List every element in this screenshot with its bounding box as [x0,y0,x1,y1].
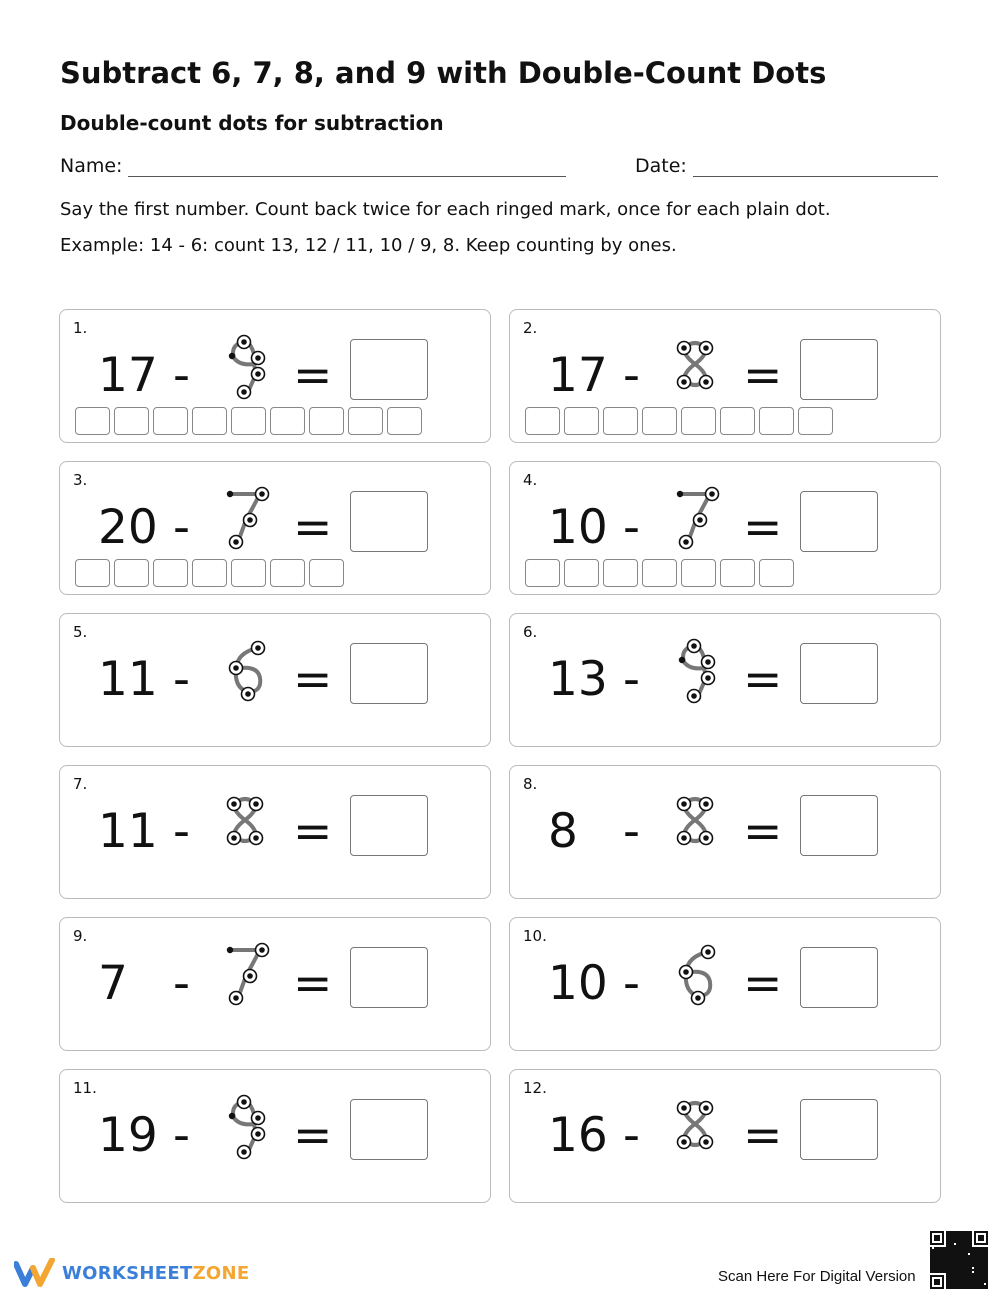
ringed-dot-center [681,801,687,807]
minus-sign: - [173,500,190,555]
equals-sign: = [743,652,783,707]
answer-box[interactable] [350,491,428,552]
count-box[interactable] [114,407,149,435]
count-box[interactable] [114,559,149,587]
answer-box[interactable] [800,339,878,400]
count-box[interactable] [681,407,716,435]
ringed-dot-center [695,995,701,1001]
plain-dot [679,657,685,663]
count-box[interactable] [192,407,227,435]
ringed-dot-center [241,389,247,395]
ringed-dot-center [709,491,715,497]
touchpoint-digit-6 [670,942,720,1006]
problem-number: 11. [73,1079,97,1097]
count-box[interactable] [75,559,110,587]
ringed-dot-center [241,1099,247,1105]
problem-number: 8. [523,775,538,793]
ringed-dot-center [255,371,261,377]
count-box[interactable] [231,407,266,435]
ringed-dot-center [241,339,247,345]
digit-stroke [233,342,256,392]
minus-sign: - [623,1108,640,1163]
date-field [635,154,938,177]
equals-sign: = [743,1108,783,1163]
minuend: 20 [98,500,158,555]
ringed-dot-center [691,643,697,649]
minus-sign: - [173,348,190,403]
minuend: 17 [548,348,608,403]
count-box[interactable] [642,559,677,587]
problem-number: 3. [73,471,88,489]
count-box[interactable] [387,407,422,435]
touchpoint-digit-8 [670,1094,720,1158]
ringed-dot-center [253,801,259,807]
count-box[interactable] [270,407,305,435]
problem-card [509,461,941,595]
equals-sign: = [743,500,783,555]
minus-sign: - [623,652,640,707]
ringed-dot-center [681,1139,687,1145]
ringed-dot-center [233,665,239,671]
count-box[interactable] [153,559,188,587]
digit-stroke [683,646,706,696]
ringed-dot-center [231,835,237,841]
digit-stroke [233,1102,256,1152]
brand-name: WORKSHEETZONE [62,1262,250,1284]
count-box[interactable] [720,407,755,435]
touchpoint-digit-9 [670,638,720,702]
count-box[interactable] [681,559,716,587]
equals-sign: = [293,348,333,403]
date-line[interactable] [693,154,938,177]
ringed-dot-center [683,969,689,975]
minuend: 8 [548,804,578,859]
answer-box[interactable] [800,795,878,856]
date-label: Date: [635,155,687,177]
equals-sign: = [743,804,783,859]
ringed-dot-center [241,1149,247,1155]
touchpoint-digit-8 [220,790,270,854]
count-box[interactable] [192,559,227,587]
minuend: 7 [98,956,128,1011]
problem-card [59,917,491,1051]
count-back-boxes [525,407,833,435]
ringed-dot-center [705,949,711,955]
problem-card [509,613,941,747]
ringed-dot-center [705,675,711,681]
ringed-dot-center [681,345,687,351]
minuend: 11 [98,652,158,707]
ringed-dot-center [681,835,687,841]
minuend: 13 [548,652,608,707]
count-back-boxes [75,407,422,435]
count-box[interactable] [759,559,794,587]
count-box[interactable] [525,407,560,435]
count-box[interactable] [75,407,110,435]
ringed-dot-center [703,801,709,807]
count-box[interactable] [564,407,599,435]
worksheet-subtitle: Double-count dots for subtraction [60,111,444,135]
ringed-dot-center [255,1131,261,1137]
problem-card [509,309,941,443]
answer-box[interactable] [350,947,428,1008]
minuend: 19 [98,1108,158,1163]
count-box[interactable] [642,407,677,435]
count-box[interactable] [603,559,638,587]
minus-sign: - [623,348,640,403]
ringed-dot-center [703,1139,709,1145]
ringed-dot-center [705,659,711,665]
instruction-text: Say the first number. Count back twice for each ringed mark, once for each plain dot. [60,199,831,220]
problem-number: 9. [73,927,88,945]
equals-sign: = [293,652,333,707]
touchpoint-digit-7 [670,486,720,550]
count-back-boxes [525,559,794,587]
minus-sign: - [173,956,190,1011]
worksheetzone-logo-icon [14,1258,56,1288]
answer-box[interactable] [800,491,878,552]
ringed-dot-center [233,995,239,1001]
problem-card [509,765,941,899]
plain-dot [229,353,235,359]
qr-code-icon[interactable] [930,1231,988,1289]
plain-dot [227,947,233,953]
worksheet-title: Subtract 6, 7, 8, and 9 with Double-Count Dots [60,56,827,90]
count-box[interactable] [603,407,638,435]
count-box[interactable] [564,559,599,587]
ringed-dot-center [259,947,265,953]
problem-number: 2. [523,319,538,337]
problem-card [59,1069,491,1203]
touchpoint-digit-9 [220,334,270,398]
equals-sign: = [293,1108,333,1163]
touchpoint-digit-6 [220,638,270,702]
ringed-dot-center [255,1115,261,1121]
ringed-dot-center [245,691,251,697]
count-back-boxes [75,559,344,587]
ringed-dot-center [253,835,259,841]
example-text: Example: 14 - 6: count 13, 12 / 11, 10 / 9, 8. Keep counting by ones. [60,235,677,256]
minus-sign: - [173,652,190,707]
touchpoint-digit-7 [220,942,270,1006]
scan-text: Scan Here For Digital Version [718,1268,916,1285]
ringed-dot-center [255,645,261,651]
minuend: 16 [548,1108,608,1163]
minuend: 11 [98,804,158,859]
minuend: 10 [548,500,608,555]
count-box[interactable] [309,407,344,435]
ringed-dot-center [703,835,709,841]
problem-card [59,613,491,747]
answer-box[interactable] [350,1099,428,1160]
count-box[interactable] [525,559,560,587]
ringed-dot-center [247,973,253,979]
answer-box[interactable] [800,643,878,704]
name-label: Name: [60,155,123,177]
answer-box[interactable] [800,947,878,1008]
ringed-dot-center [231,801,237,807]
problem-card [509,917,941,1051]
minus-sign: - [623,804,640,859]
name-line[interactable] [128,154,566,177]
count-box[interactable] [270,559,305,587]
ringed-dot-center [681,1105,687,1111]
minuend: 17 [98,348,158,403]
problem-number: 5. [73,623,88,641]
problem-number: 12. [523,1079,547,1097]
problem-card [59,461,491,595]
answer-box[interactable] [350,643,428,704]
footer-logo [14,1258,250,1288]
equals-sign: = [293,500,333,555]
answer-box[interactable] [800,1099,878,1160]
problem-number: 6. [523,623,538,641]
ringed-dot-center [683,539,689,545]
problem-card [509,1069,941,1203]
minus-sign: - [623,500,640,555]
answer-box[interactable] [350,795,428,856]
problem-number: 4. [523,471,538,489]
plain-dot [229,1113,235,1119]
ringed-dot-center [259,491,265,497]
count-box[interactable] [798,407,833,435]
count-box[interactable] [720,559,755,587]
ringed-dot-center [703,345,709,351]
touchpoint-digit-7 [220,486,270,550]
count-box[interactable] [309,559,344,587]
name-field [60,154,566,177]
minus-sign: - [623,956,640,1011]
ringed-dot-center [703,1105,709,1111]
equals-sign: = [293,804,333,859]
ringed-dot-center [233,539,239,545]
count-box[interactable] [231,559,266,587]
touchpoint-digit-8 [670,334,720,398]
equals-sign: = [293,956,333,1011]
plain-dot [227,491,233,497]
problem-number: 7. [73,775,88,793]
minus-sign: - [173,1108,190,1163]
minuend: 10 [548,956,608,1011]
touchpoint-digit-9 [220,1094,270,1158]
equals-sign: = [743,348,783,403]
ringed-dot-center [703,379,709,385]
ringed-dot-center [691,693,697,699]
ringed-dot-center [255,355,261,361]
ringed-dot-center [681,379,687,385]
problem-number: 1. [73,319,88,337]
problem-card [59,309,491,443]
answer-box[interactable] [350,339,428,400]
minus-sign: - [173,804,190,859]
plain-dot [677,491,683,497]
count-box[interactable] [348,407,383,435]
count-box[interactable] [759,407,794,435]
problem-number: 10. [523,927,547,945]
problem-card [59,765,491,899]
equals-sign: = [743,956,783,1011]
touchpoint-digit-8 [670,790,720,854]
count-box[interactable] [153,407,188,435]
ringed-dot-center [697,517,703,523]
ringed-dot-center [247,517,253,523]
